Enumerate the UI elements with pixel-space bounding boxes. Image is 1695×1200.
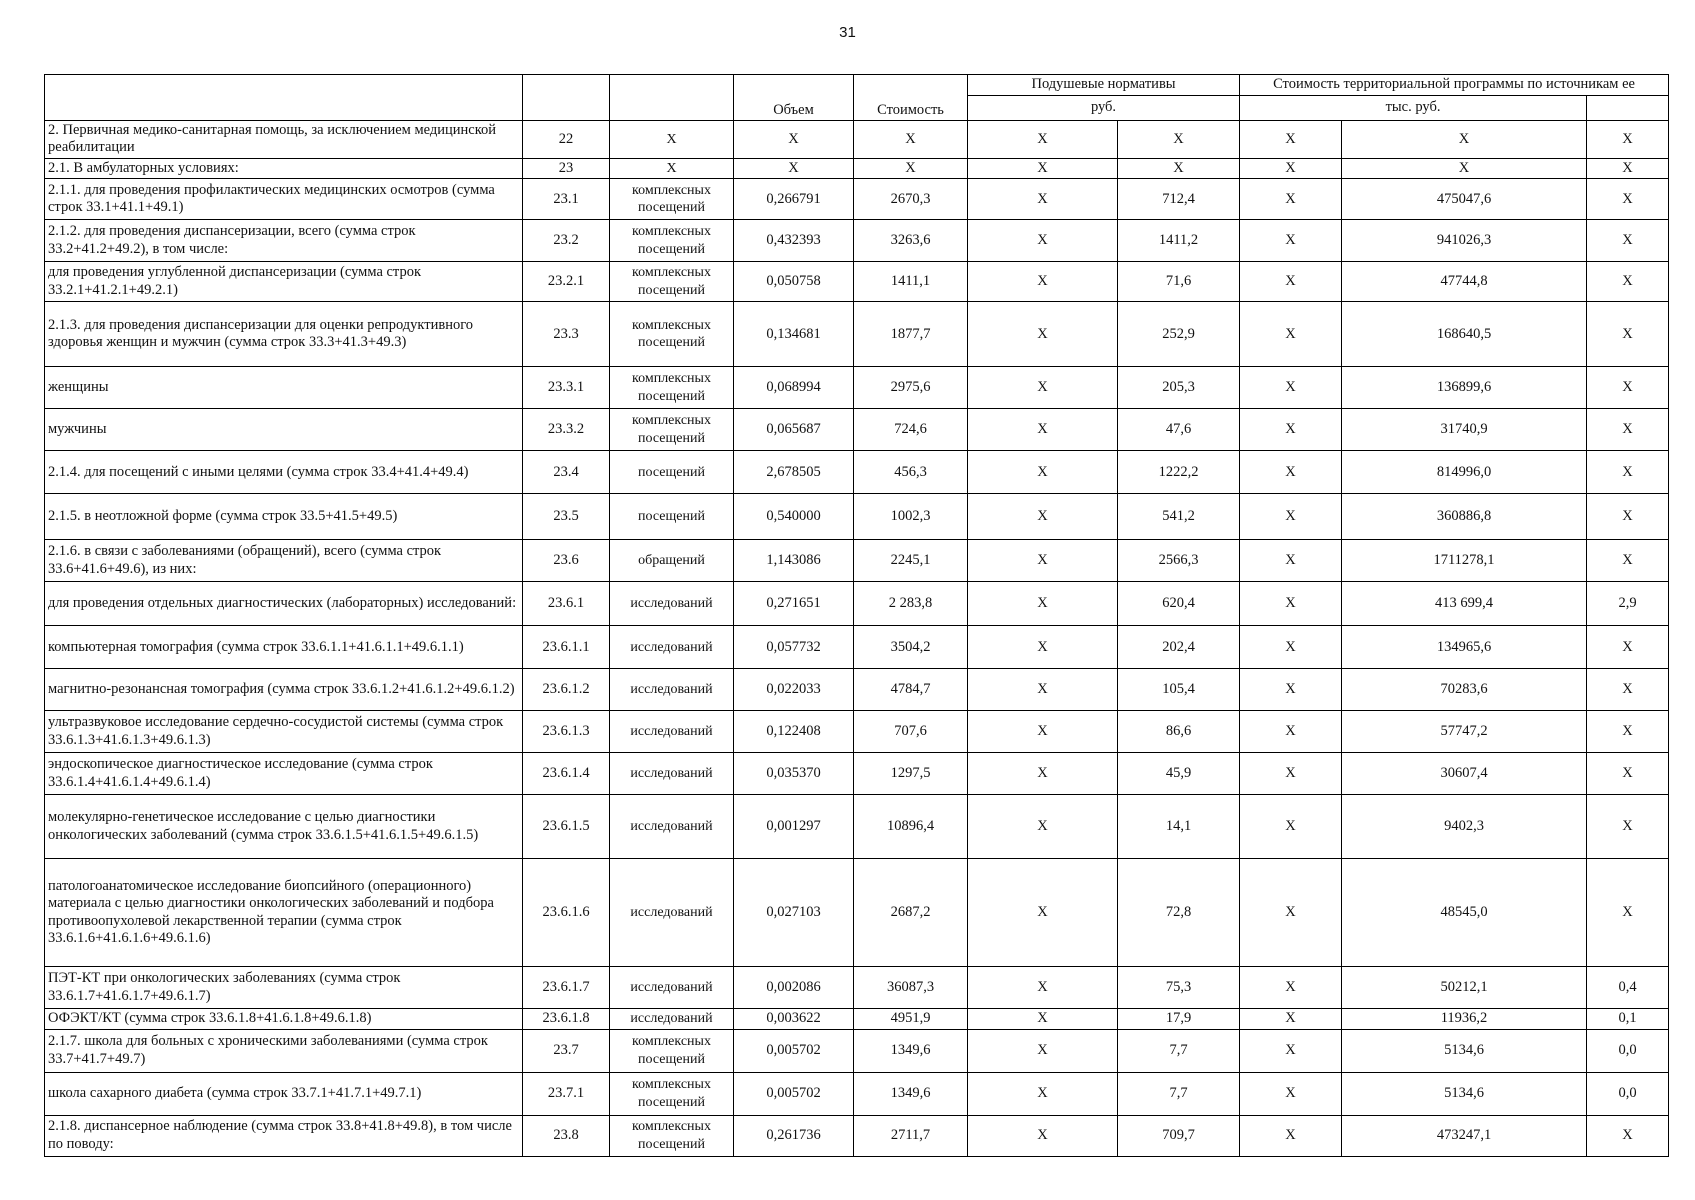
row-per-capita-2: 72,8	[1118, 859, 1240, 967]
row-program-cost-1: X	[1240, 302, 1342, 367]
table-row	[45, 1009, 1669, 1030]
row-program-cost-2: 1711278,1	[1342, 540, 1587, 582]
row-per-capita-1: X	[968, 1115, 1118, 1156]
row-name: для проведения отдельных диагностических (лабораторных) исследований:	[45, 582, 523, 626]
row-volume: 0,001297	[734, 795, 854, 859]
row-program-cost-2: 47744,8	[1342, 262, 1587, 302]
row-cost: 1349,6	[854, 1072, 968, 1115]
row-program-cost-1: X	[1240, 582, 1342, 626]
row-name: ОФЭКТ/КТ (сумма строк 33.6.1.8+41.6.1.8+49.6.1.8)	[45, 1009, 523, 1030]
row-code: 23.3.1	[523, 367, 610, 409]
table-row	[45, 582, 1669, 626]
row-name: ультразвуковое исследование сердечно-сосудистой системы (сумма строк 33.6.1.3+41.6.1.3+49.6.1.3)	[45, 711, 523, 753]
row-program-cost-3: X	[1587, 669, 1669, 711]
row-code: 23.6.1.7	[523, 967, 610, 1009]
row-volume: 0,122408	[734, 711, 854, 753]
row-per-capita-1: X	[968, 494, 1118, 540]
row-code: 22	[523, 121, 610, 159]
row-program-cost-1: X	[1240, 451, 1342, 494]
row-unit: исследований	[610, 711, 734, 753]
row-volume: 0,134681	[734, 302, 854, 367]
row-cost: 10896,4	[854, 795, 968, 859]
row-code: 23.7	[523, 1029, 610, 1072]
row-unit: исследований	[610, 1009, 734, 1030]
row-per-capita-1: X	[968, 409, 1118, 451]
row-per-capita-2: 47,6	[1118, 409, 1240, 451]
row-per-capita-2: 105,4	[1118, 669, 1240, 711]
row-program-cost-1: X	[1240, 795, 1342, 859]
row-program-cost-1: X	[1240, 669, 1342, 711]
row-per-capita-2: 45,9	[1118, 753, 1240, 795]
row-program-cost-2: X	[1342, 158, 1587, 179]
row-program-cost-1: X	[1240, 1115, 1342, 1156]
row-program-cost-3: X	[1587, 711, 1669, 753]
row-per-capita-2: 71,6	[1118, 262, 1240, 302]
row-code: 23.4	[523, 451, 610, 494]
table-row	[45, 220, 1669, 262]
row-code: 23.6.1.2	[523, 669, 610, 711]
row-per-capita-2: 1222,2	[1118, 451, 1240, 494]
row-cost: 1877,7	[854, 302, 968, 367]
row-volume: X	[734, 121, 854, 159]
row-program-cost-1: X	[1240, 158, 1342, 179]
row-volume: 0,261736	[734, 1115, 854, 1156]
row-per-capita-2: 7,7	[1118, 1072, 1240, 1115]
row-unit: исследований	[610, 669, 734, 711]
header-row-1	[45, 75, 1669, 96]
row-cost: 36087,3	[854, 967, 968, 1009]
row-volume: 0,002086	[734, 967, 854, 1009]
row-program-cost-3: 2,9	[1587, 582, 1669, 626]
row-name: компьютерная томография (сумма строк 33.6.1.1+41.6.1.1+49.6.1.1)	[45, 626, 523, 669]
row-name: патологоанатомическое исследование биопсийного (операционного) материала с целью диагностики онкологических заболеваний и подбора противоопухолевой лекарственной терапии (сумма строк 33.6.1.6+41.6.1.6+49.6.1.6)	[45, 859, 523, 967]
row-volume: X	[734, 158, 854, 179]
row-program-cost-1: X	[1240, 626, 1342, 669]
table-row	[45, 669, 1669, 711]
row-cost: 1411,1	[854, 262, 968, 302]
row-name: ПЭТ-КТ при онкологических заболеваниях (сумма строк 33.6.1.7+41.6.1.7+49.6.1.7)	[45, 967, 523, 1009]
row-per-capita-1: X	[968, 540, 1118, 582]
row-code: 23.1	[523, 179, 610, 220]
row-program-cost-2: 5134,6	[1342, 1029, 1587, 1072]
row-per-capita-2: 712,4	[1118, 179, 1240, 220]
row-program-cost-2: 57747,2	[1342, 711, 1587, 753]
row-per-capita-2: 620,4	[1118, 582, 1240, 626]
page-number: 31	[839, 24, 856, 41]
row-per-capita-1: X	[968, 669, 1118, 711]
row-volume: 0,068994	[734, 367, 854, 409]
row-program-cost-3: X	[1587, 753, 1669, 795]
row-program-cost-2: 30607,4	[1342, 753, 1587, 795]
row-per-capita-1: X	[968, 220, 1118, 262]
table-row	[45, 967, 1669, 1009]
table-row	[45, 795, 1669, 859]
row-program-cost-1: X	[1240, 1072, 1342, 1115]
row-program-cost-2: 11936,2	[1342, 1009, 1587, 1030]
header-per-capita-unit: руб.	[968, 96, 1240, 121]
row-code: 23.3.2	[523, 409, 610, 451]
row-per-capita-1: X	[968, 302, 1118, 367]
row-name: женщины	[45, 367, 523, 409]
row-unit: комплексных посещений	[610, 302, 734, 367]
row-name: мужчины	[45, 409, 523, 451]
row-unit: исследований	[610, 753, 734, 795]
row-program-cost-1: X	[1240, 409, 1342, 451]
row-program-cost-3: X	[1587, 262, 1669, 302]
table-row	[45, 859, 1669, 967]
row-code: 23.2.1	[523, 262, 610, 302]
row-volume: 0,271651	[734, 582, 854, 626]
table-row	[45, 1029, 1669, 1072]
territorial-program-table	[44, 74, 1669, 1157]
row-name: 2.1.8. диспансерное наблюдение (сумма строк 33.8+41.8+49.8), в том числе по поводу:	[45, 1115, 523, 1156]
row-code: 23.6	[523, 540, 610, 582]
row-volume: 0,057732	[734, 626, 854, 669]
row-program-cost-1: X	[1240, 1009, 1342, 1030]
row-unit: посещений	[610, 451, 734, 494]
row-program-cost-3: X	[1587, 179, 1669, 220]
row-program-cost-3: X	[1587, 158, 1669, 179]
header-volume: Объем	[734, 75, 854, 121]
row-per-capita-2: 75,3	[1118, 967, 1240, 1009]
row-name: 2. Первичная медико-санитарная помощь, за исключением медицинской реабилитации	[45, 121, 523, 159]
row-program-cost-3: X	[1587, 121, 1669, 159]
row-program-cost-3: X	[1587, 220, 1669, 262]
header-program-cost-unit: тыс. руб.	[1240, 96, 1587, 121]
table-row	[45, 494, 1669, 540]
row-program-cost-1: X	[1240, 179, 1342, 220]
row-unit: обращений	[610, 540, 734, 582]
row-per-capita-2: 205,3	[1118, 367, 1240, 409]
row-program-cost-1: X	[1240, 859, 1342, 967]
row-unit: комплексных посещений	[610, 409, 734, 451]
row-program-cost-2: 168640,5	[1342, 302, 1587, 367]
row-cost: 2687,2	[854, 859, 968, 967]
row-code: 23.6.1.3	[523, 711, 610, 753]
row-name: 2.1.5. в неотложной форме (сумма строк 33.5+41.5+49.5)	[45, 494, 523, 540]
row-program-cost-2: 50212,1	[1342, 967, 1587, 1009]
row-cost: X	[854, 158, 968, 179]
header-cost: Стоимость	[854, 75, 968, 121]
row-name: 2.1.6. в связи с заболеваниями (обращений), всего (сумма строк 33.6+41.6+49.6), из них:	[45, 540, 523, 582]
row-program-cost-1: X	[1240, 494, 1342, 540]
row-cost: 3263,6	[854, 220, 968, 262]
row-per-capita-2: 709,7	[1118, 1115, 1240, 1156]
row-volume: 0,540000	[734, 494, 854, 540]
row-code: 23.7.1	[523, 1072, 610, 1115]
row-unit: исследований	[610, 626, 734, 669]
row-volume: 0,065687	[734, 409, 854, 451]
table-row	[45, 626, 1669, 669]
row-per-capita-1: X	[968, 753, 1118, 795]
row-name: 2.1.2. для проведения диспансеризации, всего (сумма строк 33.2+41.2+49.2), в том числе:	[45, 220, 523, 262]
row-program-cost-2: 814996,0	[1342, 451, 1587, 494]
row-program-cost-1: X	[1240, 967, 1342, 1009]
row-unit: комплексных посещений	[610, 179, 734, 220]
row-per-capita-1: X	[968, 711, 1118, 753]
row-name: молекулярно-генетическое исследование с целью диагностики онкологических заболеваний (сумма строк 33.6.1.5+41.6.1.5+49.6.1.5)	[45, 795, 523, 859]
row-per-capita-1: X	[968, 1009, 1118, 1030]
table-row	[45, 302, 1669, 367]
row-volume: 0,005702	[734, 1072, 854, 1115]
row-unit: исследований	[610, 795, 734, 859]
row-volume: 0,035370	[734, 753, 854, 795]
table-row	[45, 409, 1669, 451]
row-name: магнитно-резонансная томография (сумма строк 33.6.1.2+41.6.1.2+49.6.1.2)	[45, 669, 523, 711]
row-per-capita-1: X	[968, 626, 1118, 669]
table-row	[45, 179, 1669, 220]
row-cost: 2245,1	[854, 540, 968, 582]
row-cost: 707,6	[854, 711, 968, 753]
row-volume: 0,050758	[734, 262, 854, 302]
row-unit: комплексных посещений	[610, 367, 734, 409]
row-volume: 0,005702	[734, 1029, 854, 1072]
row-unit: комплексных посещений	[610, 220, 734, 262]
row-code: 23.5	[523, 494, 610, 540]
header-empty-name	[45, 75, 523, 121]
row-program-cost-2: 360886,8	[1342, 494, 1587, 540]
row-per-capita-2: X	[1118, 158, 1240, 179]
row-program-cost-1: X	[1240, 220, 1342, 262]
row-volume: 0,027103	[734, 859, 854, 967]
row-per-capita-2: X	[1118, 121, 1240, 159]
header-empty-last	[1587, 96, 1669, 121]
row-per-capita-2: 252,9	[1118, 302, 1240, 367]
row-program-cost-2: 941026,3	[1342, 220, 1587, 262]
row-volume: 2,678505	[734, 451, 854, 494]
row-code: 23.3	[523, 302, 610, 367]
row-program-cost-3: X	[1587, 367, 1669, 409]
row-per-capita-1: X	[968, 1029, 1118, 1072]
table-row	[45, 540, 1669, 582]
row-unit: посещений	[610, 494, 734, 540]
row-cost: 3504,2	[854, 626, 968, 669]
row-program-cost-3: X	[1587, 859, 1669, 967]
row-name: 2.1.1. для проведения профилактических медицинских осмотров (сумма строк 33.1+41.1+49.1)	[45, 179, 523, 220]
table-row	[45, 1115, 1669, 1156]
row-code: 23.6.1.1	[523, 626, 610, 669]
row-cost: 4951,9	[854, 1009, 968, 1030]
table-row	[45, 451, 1669, 494]
row-per-capita-2: 14,1	[1118, 795, 1240, 859]
row-per-capita-1: X	[968, 262, 1118, 302]
row-program-cost-1: X	[1240, 1029, 1342, 1072]
row-code: 23.6.1.5	[523, 795, 610, 859]
row-program-cost-3: X	[1587, 1115, 1669, 1156]
row-volume: 0,266791	[734, 179, 854, 220]
row-code: 23.8	[523, 1115, 610, 1156]
row-program-cost-3: X	[1587, 540, 1669, 582]
row-program-cost-3: X	[1587, 795, 1669, 859]
table-row	[45, 121, 1669, 159]
row-program-cost-1: X	[1240, 753, 1342, 795]
row-name: для проведения углубленной диспансеризации (сумма строк 33.2.1+41.2.1+49.2.1)	[45, 262, 523, 302]
row-code: 23.6.1.4	[523, 753, 610, 795]
row-per-capita-1: X	[968, 582, 1118, 626]
row-program-cost-2: 475047,6	[1342, 179, 1587, 220]
row-program-cost-3: 0,0	[1587, 1072, 1669, 1115]
row-cost: 2711,7	[854, 1115, 968, 1156]
header-empty-code	[523, 75, 610, 121]
row-unit: комплексных посещений	[610, 1072, 734, 1115]
table-row	[45, 753, 1669, 795]
row-per-capita-1: X	[968, 451, 1118, 494]
row-code: 23.6.1	[523, 582, 610, 626]
row-program-cost-2: 31740,9	[1342, 409, 1587, 451]
row-per-capita-2: 202,4	[1118, 626, 1240, 669]
row-unit: X	[610, 121, 734, 159]
row-cost: X	[854, 121, 968, 159]
row-per-capita-1: X	[968, 967, 1118, 1009]
row-volume: 1,143086	[734, 540, 854, 582]
row-per-capita-1: X	[968, 795, 1118, 859]
row-per-capita-2: 541,2	[1118, 494, 1240, 540]
row-program-cost-2: 70283,6	[1342, 669, 1587, 711]
row-program-cost-3: X	[1587, 451, 1669, 494]
row-program-cost-3: 0,1	[1587, 1009, 1669, 1030]
row-unit: комплексных посещений	[610, 1029, 734, 1072]
row-name: 2.1.3. для проведения диспансеризации для оценки репродуктивного здоровья женщин и мужчин (сумма строк 33.3+41.3+49.3)	[45, 302, 523, 367]
row-program-cost-2: 473247,1	[1342, 1115, 1587, 1156]
row-per-capita-2: 86,6	[1118, 711, 1240, 753]
row-unit: исследований	[610, 967, 734, 1009]
row-program-cost-3: X	[1587, 409, 1669, 451]
row-unit: комплексных посещений	[610, 262, 734, 302]
table-row	[45, 367, 1669, 409]
table-row	[45, 262, 1669, 302]
row-per-capita-1: X	[968, 158, 1118, 179]
table-row	[45, 711, 1669, 753]
row-volume: 0,022033	[734, 669, 854, 711]
row-program-cost-2: 136899,6	[1342, 367, 1587, 409]
row-per-capita-1: X	[968, 859, 1118, 967]
row-code: 23.6.1.6	[523, 859, 610, 967]
row-code: 23.2	[523, 220, 610, 262]
table-row	[45, 158, 1669, 179]
row-volume: 0,003622	[734, 1009, 854, 1030]
row-cost: 1349,6	[854, 1029, 968, 1072]
row-program-cost-2: X	[1342, 121, 1587, 159]
row-code: 23.6.1.8	[523, 1009, 610, 1030]
row-program-cost-2: 134965,6	[1342, 626, 1587, 669]
row-cost: 2975,6	[854, 367, 968, 409]
row-program-cost-1: X	[1240, 262, 1342, 302]
row-name: 2.1. В амбулаторных условиях:	[45, 158, 523, 179]
row-program-cost-1: X	[1240, 540, 1342, 582]
header-empty-unit	[610, 75, 734, 121]
row-per-capita-1: X	[968, 121, 1118, 159]
row-cost: 1002,3	[854, 494, 968, 540]
row-per-capita-2: 7,7	[1118, 1029, 1240, 1072]
row-name: 2.1.7. школа для больных с хроническими заболеваниями (сумма строк 33.7+41.7+49.7)	[45, 1029, 523, 1072]
row-volume: 0,432393	[734, 220, 854, 262]
row-cost: 2 283,8	[854, 582, 968, 626]
row-unit: исследований	[610, 859, 734, 967]
row-program-cost-1: X	[1240, 367, 1342, 409]
row-name: эндоскопическое диагностическое исследование (сумма строк 33.6.1.4+41.6.1.4+49.6.1.4)	[45, 753, 523, 795]
row-per-capita-2: 1411,2	[1118, 220, 1240, 262]
row-cost: 724,6	[854, 409, 968, 451]
row-program-cost-3: 0,0	[1587, 1029, 1669, 1072]
row-per-capita-1: X	[968, 179, 1118, 220]
row-program-cost-3: 0,4	[1587, 967, 1669, 1009]
row-name: школа сахарного диабета (сумма строк 33.7.1+41.7.1+49.7.1)	[45, 1072, 523, 1115]
row-program-cost-1: X	[1240, 711, 1342, 753]
row-code: 23	[523, 158, 610, 179]
row-program-cost-2: 9402,3	[1342, 795, 1587, 859]
row-program-cost-1: X	[1240, 121, 1342, 159]
row-per-capita-2: 2566,3	[1118, 540, 1240, 582]
row-program-cost-2: 413 699,4	[1342, 582, 1587, 626]
row-program-cost-2: 48545,0	[1342, 859, 1587, 967]
row-unit: исследований	[610, 582, 734, 626]
row-cost: 2670,3	[854, 179, 968, 220]
row-program-cost-3: X	[1587, 302, 1669, 367]
row-unit: комплексных посещений	[610, 1115, 734, 1156]
row-per-capita-1: X	[968, 1072, 1118, 1115]
row-per-capita-1: X	[968, 367, 1118, 409]
row-cost: 456,3	[854, 451, 968, 494]
row-program-cost-2: 5134,6	[1342, 1072, 1587, 1115]
header-per-capita: Подушевые нормативы	[968, 75, 1240, 96]
table-row	[45, 1072, 1669, 1115]
row-cost: 1297,5	[854, 753, 968, 795]
row-unit: X	[610, 158, 734, 179]
row-cost: 4784,7	[854, 669, 968, 711]
row-name: 2.1.4. для посещений с иными целями (сумма строк 33.4+41.4+49.4)	[45, 451, 523, 494]
header-program-cost: Стоимость территориальной программы по источникам ее	[1240, 75, 1669, 96]
row-program-cost-3: X	[1587, 494, 1669, 540]
row-program-cost-3: X	[1587, 626, 1669, 669]
row-per-capita-2: 17,9	[1118, 1009, 1240, 1030]
